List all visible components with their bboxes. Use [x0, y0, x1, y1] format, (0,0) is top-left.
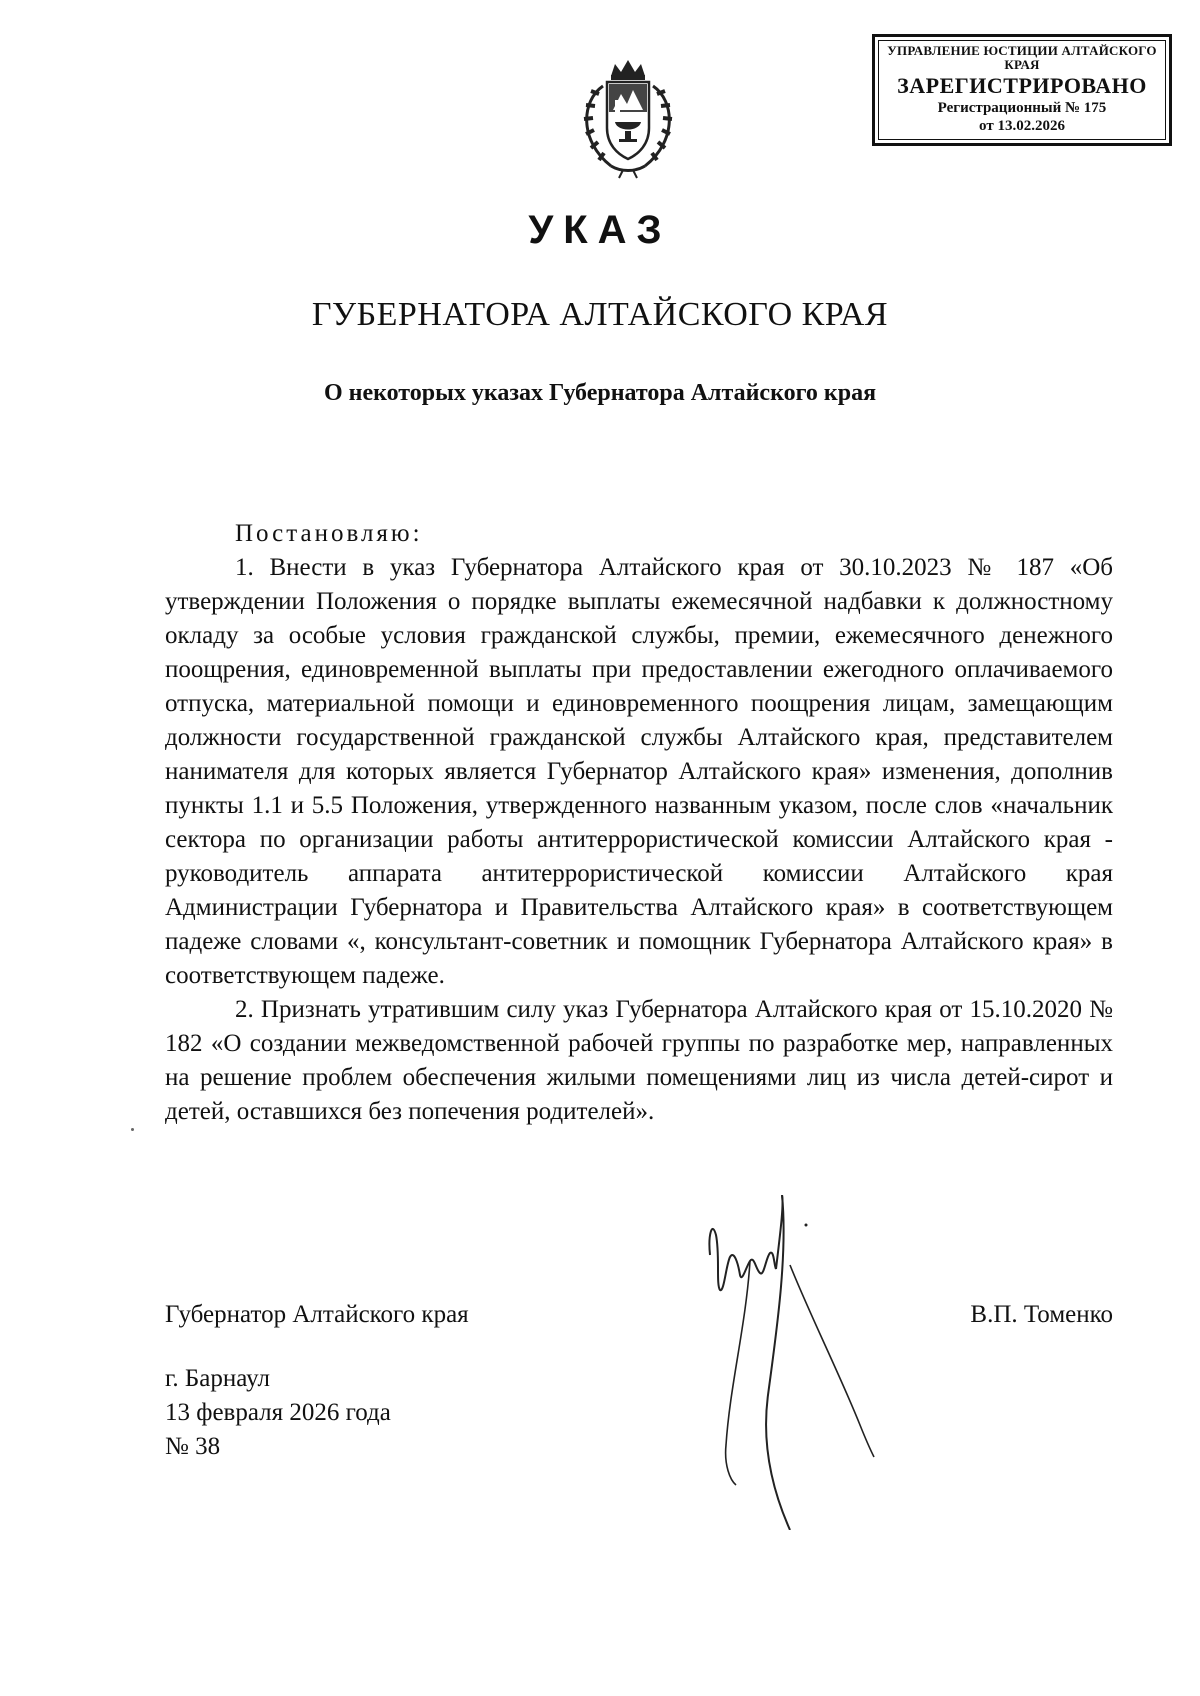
document-body: [165, 517, 1113, 1129]
stamp-reg-number: Регистрационный № 175: [937, 100, 1107, 116]
document-issuer: ГУБЕРНАТОРА АЛТАЙСКОГО КРАЯ: [311, 296, 889, 333]
decree-number: № 38: [165, 1433, 221, 1460]
stamp-org: УПРАВЛЕНИЕ ЮСТИЦИИ АЛТАЙСКОГО КРАЯ: [887, 43, 1157, 72]
place-and-date: [165, 1362, 391, 1464]
signatory-position: Губернатор Алтайского края: [165, 1301, 469, 1328]
city: г. Барнаул: [165, 1365, 270, 1392]
document-type: УКАЗ: [528, 208, 672, 252]
decree-date: 13 февраля 2026 года: [165, 1399, 391, 1426]
stamp-date: от 13.02.2026: [979, 118, 1065, 134]
registration-stamp: [872, 34, 1172, 146]
stamp-title: ЗАРЕГИСТРИРОВАНО: [897, 73, 1147, 98]
signatory-name: В.П. Томенко: [970, 1301, 1113, 1328]
scan-speck: [131, 1128, 134, 1131]
handwritten-signature: [690, 1195, 890, 1530]
altai-krai-coat-of-arms-icon: [573, 56, 683, 181]
paragraph-2: 2. Признать утратившим силу указ Губернатора Алтайского края от 15.10.2020 № 182 «О создании межведомственной рабочей группы по разработке мер, направленных на решение проблем обеспечения жилыми помещениями лиц из числа детей-сирот и детей, оставшихся без попечения родителей».: [165, 996, 1113, 1125]
decree-word: Постановляю:: [235, 520, 423, 547]
paragraph-1: 1. Внести в указ Губернатора Алтайского края от 30.10.2023 № 187 «Об утверждении Положения о порядке выплаты ежемесячной надбавки к должностному окладу за особые условия гражданской службы, премии, ежемесячного денежного поощрения, единовременной выплаты при предоставлении ежегодного оплачиваемого отпуска, материальной помощи и единовременного поощрения лицам, замещающим должности государственной гражданской службы Алтайского края, представителем нанимателя для которых является Губернатор Алтайского края» изменения, дополнив пункты 1.1 и 5.5 Положения, утвержденного названным указом, после слов «начальник сектора по организации работы антитеррористической комиссии Алтайского края - руководитель аппарата антитеррористической комиссии Алтайского края Администрации Губернатора и Правительства Алтайского края» в соответствующем падеже словами «, консультант-советник и помощник Губернатора Алтайского края» в соответствующем падеже.: [165, 554, 1113, 989]
document-subject: О некоторых указах Губернатора Алтайского края: [323, 380, 877, 406]
